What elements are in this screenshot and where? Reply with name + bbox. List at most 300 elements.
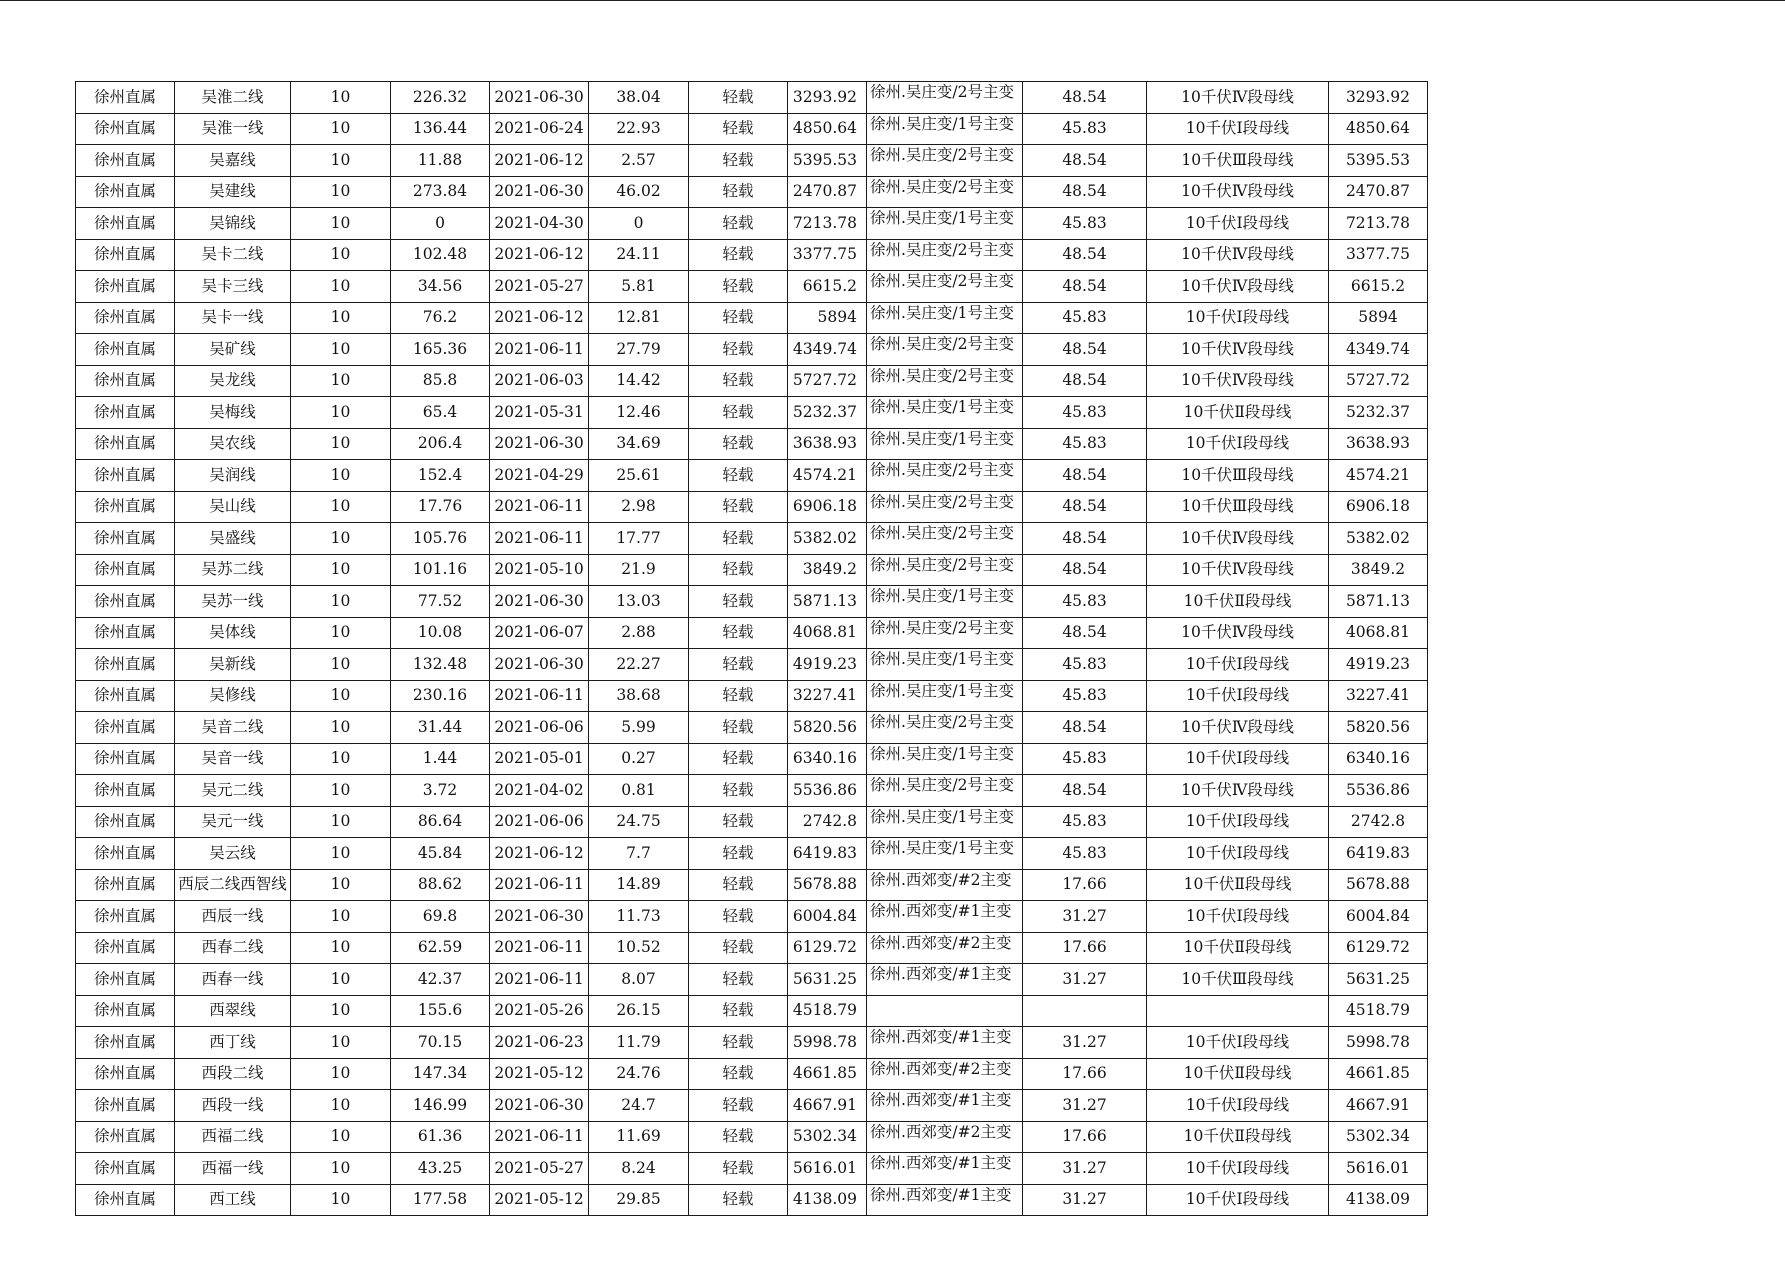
cell-busbar: 10千伏Ⅰ段母线	[1147, 1153, 1329, 1185]
cell-line: 吴新线	[175, 649, 291, 681]
cell-value-d: 48.54	[1023, 239, 1147, 271]
cell-substation: 徐州.吴庄变/2号主变	[867, 334, 1023, 366]
cell-date: 2021-06-30	[490, 82, 589, 114]
cell-value-a: 11.88	[391, 145, 490, 177]
cell-substation: 徐州.吴庄变/1号主变	[867, 302, 1023, 334]
cell-value-e: 3293.92	[1329, 82, 1428, 114]
cell-unit: 徐州直属	[76, 680, 175, 712]
cell-value-c: 4661.85	[788, 1058, 867, 1090]
cell-substation: 徐州.西郊变/#1主变	[867, 1184, 1023, 1216]
cell-date: 2021-06-07	[490, 617, 589, 649]
cell-voltage: 10	[291, 460, 391, 492]
cell-value-b: 24.7	[589, 1090, 689, 1122]
cell-voltage: 10	[291, 113, 391, 145]
cell-unit: 徐州直属	[76, 460, 175, 492]
cell-value-b: 24.11	[589, 239, 689, 271]
cell-voltage: 10	[291, 491, 391, 523]
cell-date: 2021-06-30	[490, 586, 589, 618]
cell-line: 西段二线	[175, 1058, 291, 1090]
table-row	[76, 901, 1428, 933]
cell-value-c: 5820.56	[788, 712, 867, 744]
cell-value-b: 2.88	[589, 617, 689, 649]
cell-value-c: 5395.53	[788, 145, 867, 177]
cell-line: 西翠线	[175, 995, 291, 1027]
table-row	[76, 145, 1428, 177]
cell-status: 轻载	[689, 113, 788, 145]
cell-date: 2021-06-11	[490, 334, 589, 366]
cell-busbar: 10千伏Ⅲ段母线	[1147, 145, 1329, 177]
cell-line: 吴盛线	[175, 523, 291, 555]
cell-value-b: 29.85	[589, 1184, 689, 1216]
cell-value-a: 226.32	[391, 82, 490, 114]
cell-date: 2021-05-27	[490, 1153, 589, 1185]
cell-date: 2021-06-11	[490, 932, 589, 964]
cell-value-e: 4138.09	[1329, 1184, 1428, 1216]
cell-substation: 徐州.吴庄变/2号主变	[867, 176, 1023, 208]
table-row	[76, 82, 1428, 114]
cell-value-d: 31.27	[1023, 1153, 1147, 1185]
cell-voltage: 10	[291, 334, 391, 366]
cell-substation: 徐州.吴庄变/2号主变	[867, 523, 1023, 555]
cell-value-d: 48.54	[1023, 82, 1147, 114]
cell-value-a: 34.56	[391, 271, 490, 303]
cell-value-d: 31.27	[1023, 1184, 1147, 1216]
table-row	[76, 1027, 1428, 1059]
cell-line: 西春一线	[175, 964, 291, 996]
cell-busbar: 10千伏Ⅳ段母线	[1147, 82, 1329, 114]
cell-busbar: 10千伏Ⅰ段母线	[1147, 680, 1329, 712]
cell-value-c: 4850.64	[788, 113, 867, 145]
cell-value-c: 5232.37	[788, 397, 867, 429]
table-row	[76, 838, 1428, 870]
table-row	[76, 271, 1428, 303]
cell-value-b: 8.07	[589, 964, 689, 996]
cell-value-d: 48.54	[1023, 523, 1147, 555]
cell-unit: 徐州直属	[76, 649, 175, 681]
cell-busbar: 10千伏Ⅲ段母线	[1147, 964, 1329, 996]
cell-unit: 徐州直属	[76, 239, 175, 271]
cell-date: 2021-05-31	[490, 397, 589, 429]
cell-date: 2021-05-27	[490, 271, 589, 303]
cell-busbar: 10千伏Ⅱ段母线	[1147, 397, 1329, 429]
cell-busbar: 10千伏Ⅱ段母线	[1147, 1058, 1329, 1090]
cell-value-c: 3293.92	[788, 82, 867, 114]
cell-date: 2021-06-30	[490, 176, 589, 208]
cell-voltage: 10	[291, 869, 391, 901]
cell-date: 2021-06-11	[490, 869, 589, 901]
cell-value-a: 105.76	[391, 523, 490, 555]
cell-value-c: 3638.93	[788, 428, 867, 460]
cell-value-b: 38.04	[589, 82, 689, 114]
cell-line: 西丁线	[175, 1027, 291, 1059]
cell-status: 轻载	[689, 1058, 788, 1090]
table-row	[76, 554, 1428, 586]
cell-status: 轻载	[689, 491, 788, 523]
cell-busbar	[1147, 995, 1329, 1027]
cell-value-a: 132.48	[391, 649, 490, 681]
table-row	[76, 1153, 1428, 1185]
cell-value-a: 42.37	[391, 964, 490, 996]
cell-date: 2021-06-03	[490, 365, 589, 397]
cell-unit: 徐州直属	[76, 617, 175, 649]
page-top-rule	[0, 0, 1785, 1]
cell-value-b: 5.99	[589, 712, 689, 744]
cell-value-e: 4661.85	[1329, 1058, 1428, 1090]
cell-line: 吴苏二线	[175, 554, 291, 586]
table-row	[76, 460, 1428, 492]
cell-line: 吴山线	[175, 491, 291, 523]
cell-value-a: 43.25	[391, 1153, 490, 1185]
cell-substation: 徐州.西郊变/#1主变	[867, 1027, 1023, 1059]
cell-value-d: 48.54	[1023, 145, 1147, 177]
table-row	[76, 239, 1428, 271]
cell-value-a: 62.59	[391, 932, 490, 964]
cell-value-d: 45.83	[1023, 743, 1147, 775]
cell-value-c: 3227.41	[788, 680, 867, 712]
cell-date: 2021-05-26	[490, 995, 589, 1027]
cell-value-d: 48.54	[1023, 334, 1147, 366]
cell-status: 轻载	[689, 1027, 788, 1059]
cell-date: 2021-05-01	[490, 743, 589, 775]
cell-unit: 徐州直属	[76, 1184, 175, 1216]
cell-status: 轻载	[689, 208, 788, 240]
table-row	[76, 1184, 1428, 1216]
cell-value-b: 14.42	[589, 365, 689, 397]
cell-busbar: 10千伏Ⅱ段母线	[1147, 1121, 1329, 1153]
cell-voltage: 10	[291, 743, 391, 775]
cell-value-b: 2.57	[589, 145, 689, 177]
cell-substation: 徐州.吴庄变/1号主变	[867, 680, 1023, 712]
cell-busbar: 10千伏Ⅰ段母线	[1147, 1184, 1329, 1216]
cell-value-e: 3227.41	[1329, 680, 1428, 712]
cell-voltage: 10	[291, 208, 391, 240]
cell-value-e: 3849.2	[1329, 554, 1428, 586]
cell-value-e: 5678.88	[1329, 869, 1428, 901]
cell-voltage: 10	[291, 649, 391, 681]
table-row	[76, 1058, 1428, 1090]
table-row	[76, 1090, 1428, 1122]
cell-busbar: 10千伏Ⅳ段母线	[1147, 712, 1329, 744]
cell-substation: 徐州.西郊变/#1主变	[867, 964, 1023, 996]
cell-value-d: 31.27	[1023, 1090, 1147, 1122]
cell-value-d: 45.83	[1023, 649, 1147, 681]
cell-line: 吴锦线	[175, 208, 291, 240]
cell-line: 西工线	[175, 1184, 291, 1216]
cell-value-d: 45.83	[1023, 397, 1147, 429]
cell-status: 轻载	[689, 1184, 788, 1216]
cell-line: 吴修线	[175, 680, 291, 712]
cell-value-a: 10.08	[391, 617, 490, 649]
cell-value-e: 6906.18	[1329, 491, 1428, 523]
cell-substation: 徐州.吴庄变/2号主变	[867, 82, 1023, 114]
cell-voltage: 10	[291, 617, 391, 649]
cell-value-a: 76.2	[391, 302, 490, 334]
cell-value-e: 5536.86	[1329, 775, 1428, 807]
cell-date: 2021-06-30	[490, 901, 589, 933]
cell-value-e: 5894	[1329, 302, 1428, 334]
cell-value-a: 61.36	[391, 1121, 490, 1153]
cell-status: 轻载	[689, 932, 788, 964]
cell-busbar: 10千伏Ⅰ段母线	[1147, 743, 1329, 775]
cell-unit: 徐州直属	[76, 523, 175, 555]
cell-value-a: 273.84	[391, 176, 490, 208]
cell-busbar: 10千伏Ⅳ段母线	[1147, 523, 1329, 555]
cell-line: 西段一线	[175, 1090, 291, 1122]
cell-value-d: 48.54	[1023, 712, 1147, 744]
cell-unit: 徐州直属	[76, 176, 175, 208]
cell-unit: 徐州直属	[76, 554, 175, 586]
cell-substation: 徐州.吴庄变/1号主变	[867, 208, 1023, 240]
cell-voltage: 10	[291, 775, 391, 807]
cell-value-a: 165.36	[391, 334, 490, 366]
cell-line: 吴建线	[175, 176, 291, 208]
cell-voltage: 10	[291, 428, 391, 460]
cell-line: 吴嘉线	[175, 145, 291, 177]
cell-date: 2021-06-06	[490, 712, 589, 744]
cell-value-e: 5998.78	[1329, 1027, 1428, 1059]
cell-unit: 徐州直属	[76, 271, 175, 303]
cell-value-a: 77.52	[391, 586, 490, 618]
cell-value-d: 31.27	[1023, 964, 1147, 996]
cell-value-e: 4850.64	[1329, 113, 1428, 145]
cell-busbar: 10千伏Ⅱ段母线	[1147, 586, 1329, 618]
cell-date: 2021-05-10	[490, 554, 589, 586]
table-row	[76, 617, 1428, 649]
cell-date: 2021-04-29	[490, 460, 589, 492]
cell-substation: 徐州.吴庄变/1号主变	[867, 397, 1023, 429]
cell-value-b: 46.02	[589, 176, 689, 208]
cell-status: 轻载	[689, 1090, 788, 1122]
cell-status: 轻载	[689, 712, 788, 744]
table-row	[76, 869, 1428, 901]
cell-value-a: 65.4	[391, 397, 490, 429]
cell-unit: 徐州直属	[76, 964, 175, 996]
cell-value-d: 48.54	[1023, 271, 1147, 303]
cell-unit: 徐州直属	[76, 208, 175, 240]
cell-line: 吴卡三线	[175, 271, 291, 303]
cell-value-a: 146.99	[391, 1090, 490, 1122]
cell-substation: 徐州.吴庄变/2号主变	[867, 145, 1023, 177]
cell-status: 轻载	[689, 869, 788, 901]
cell-value-a: 31.44	[391, 712, 490, 744]
cell-value-c: 5678.88	[788, 869, 867, 901]
cell-value-e: 4068.81	[1329, 617, 1428, 649]
cell-value-e: 5232.37	[1329, 397, 1428, 429]
cell-voltage: 10	[291, 680, 391, 712]
cell-value-b: 22.93	[589, 113, 689, 145]
cell-substation: 徐州.吴庄变/1号主变	[867, 428, 1023, 460]
cell-voltage: 10	[291, 1058, 391, 1090]
cell-value-d	[1023, 995, 1147, 1027]
cell-value-b: 25.61	[589, 460, 689, 492]
cell-value-c: 3377.75	[788, 239, 867, 271]
cell-substation: 徐州.西郊变/#1主变	[867, 1153, 1023, 1185]
cell-voltage: 10	[291, 901, 391, 933]
cell-voltage: 10	[291, 712, 391, 744]
cell-substation: 徐州.吴庄变/1号主变	[867, 649, 1023, 681]
cell-value-c: 2470.87	[788, 176, 867, 208]
cell-voltage: 10	[291, 932, 391, 964]
cell-unit: 徐州直属	[76, 1058, 175, 1090]
cell-voltage: 10	[291, 365, 391, 397]
cell-unit: 徐州直属	[76, 302, 175, 334]
cell-busbar: 10千伏Ⅲ段母线	[1147, 491, 1329, 523]
cell-value-b: 0	[589, 208, 689, 240]
cell-value-a: 147.34	[391, 1058, 490, 1090]
cell-value-b: 8.24	[589, 1153, 689, 1185]
table-row	[76, 334, 1428, 366]
cell-status: 轻载	[689, 1153, 788, 1185]
cell-value-b: 7.7	[589, 838, 689, 870]
cell-value-e: 5382.02	[1329, 523, 1428, 555]
cell-value-c: 5302.34	[788, 1121, 867, 1153]
cell-busbar: 10千伏Ⅰ段母线	[1147, 302, 1329, 334]
cell-status: 轻载	[689, 806, 788, 838]
table-row	[76, 428, 1428, 460]
cell-date: 2021-06-30	[490, 649, 589, 681]
cell-value-d: 45.83	[1023, 680, 1147, 712]
cell-line: 吴润线	[175, 460, 291, 492]
cell-unit: 徐州直属	[76, 1027, 175, 1059]
cell-substation: 徐州.吴庄变/2号主变	[867, 712, 1023, 744]
cell-substation: 徐州.吴庄变/2号主变	[867, 460, 1023, 492]
cell-date: 2021-05-12	[490, 1184, 589, 1216]
cell-line: 吴苏一线	[175, 586, 291, 618]
cell-busbar: 10千伏Ⅲ段母线	[1147, 460, 1329, 492]
cell-value-d: 48.54	[1023, 554, 1147, 586]
cell-line: 吴矿线	[175, 334, 291, 366]
cell-busbar: 10千伏Ⅳ段母线	[1147, 365, 1329, 397]
cell-status: 轻载	[689, 82, 788, 114]
cell-value-d: 45.83	[1023, 586, 1147, 618]
cell-value-d: 48.54	[1023, 460, 1147, 492]
cell-unit: 徐州直属	[76, 586, 175, 618]
cell-unit: 徐州直属	[76, 838, 175, 870]
cell-value-e: 5820.56	[1329, 712, 1428, 744]
cell-value-c: 5998.78	[788, 1027, 867, 1059]
table-row	[76, 995, 1428, 1027]
cell-value-a: 0	[391, 208, 490, 240]
cell-voltage: 10	[291, 239, 391, 271]
cell-value-c: 4518.79	[788, 995, 867, 1027]
cell-voltage: 10	[291, 82, 391, 114]
cell-unit: 徐州直属	[76, 806, 175, 838]
cell-value-a: 69.8	[391, 901, 490, 933]
table-row	[76, 365, 1428, 397]
cell-date: 2021-06-11	[490, 1121, 589, 1153]
cell-unit: 徐州直属	[76, 869, 175, 901]
cell-date: 2021-06-24	[490, 113, 589, 145]
cell-value-c: 4574.21	[788, 460, 867, 492]
cell-busbar: 10千伏Ⅱ段母线	[1147, 932, 1329, 964]
cell-value-c: 7213.78	[788, 208, 867, 240]
cell-status: 轻载	[689, 554, 788, 586]
cell-busbar: 10千伏Ⅳ段母线	[1147, 554, 1329, 586]
cell-date: 2021-04-02	[490, 775, 589, 807]
cell-unit: 徐州直属	[76, 365, 175, 397]
cell-date: 2021-06-11	[490, 491, 589, 523]
table-row	[76, 743, 1428, 775]
cell-unit: 徐州直属	[76, 901, 175, 933]
cell-substation: 徐州.吴庄变/1号主变	[867, 806, 1023, 838]
cell-busbar: 10千伏Ⅳ段母线	[1147, 334, 1329, 366]
table-row	[76, 397, 1428, 429]
cell-unit: 徐州直属	[76, 82, 175, 114]
cell-value-c: 5631.25	[788, 964, 867, 996]
table-row	[76, 806, 1428, 838]
cell-busbar: 10千伏Ⅳ段母线	[1147, 271, 1329, 303]
cell-value-e: 6340.16	[1329, 743, 1428, 775]
cell-value-b: 11.69	[589, 1121, 689, 1153]
cell-line: 吴淮一线	[175, 113, 291, 145]
cell-unit: 徐州直属	[76, 145, 175, 177]
cell-substation: 徐州.西郊变/#1主变	[867, 901, 1023, 933]
cell-status: 轻载	[689, 743, 788, 775]
cell-value-d: 31.27	[1023, 901, 1147, 933]
cell-line: 吴体线	[175, 617, 291, 649]
cell-value-b: 11.79	[589, 1027, 689, 1059]
cell-status: 轻载	[689, 617, 788, 649]
cell-substation: 徐州.吴庄变/1号主变	[867, 838, 1023, 870]
cell-value-b: 24.76	[589, 1058, 689, 1090]
cell-value-b: 13.03	[589, 586, 689, 618]
cell-status: 轻载	[689, 239, 788, 271]
cell-value-b: 10.52	[589, 932, 689, 964]
table-row	[76, 712, 1428, 744]
cell-status: 轻载	[689, 1121, 788, 1153]
cell-busbar: 10千伏Ⅰ段母线	[1147, 838, 1329, 870]
cell-voltage: 10	[291, 397, 391, 429]
cell-busbar: 10千伏Ⅰ段母线	[1147, 649, 1329, 681]
table-row	[76, 680, 1428, 712]
cell-value-c: 5894	[788, 302, 867, 334]
cell-substation: 徐州.吴庄变/2号主变	[867, 239, 1023, 271]
cell-line: 吴音一线	[175, 743, 291, 775]
cell-value-d: 45.83	[1023, 302, 1147, 334]
cell-value-d: 48.54	[1023, 775, 1147, 807]
cell-substation: 徐州.吴庄变/1号主变	[867, 113, 1023, 145]
cell-voltage: 10	[291, 554, 391, 586]
cell-value-e: 4349.74	[1329, 334, 1428, 366]
cell-value-b: 14.89	[589, 869, 689, 901]
cell-status: 轻载	[689, 428, 788, 460]
cell-value-d: 48.54	[1023, 617, 1147, 649]
feeder-load-table	[75, 81, 1428, 1216]
cell-status: 轻载	[689, 995, 788, 1027]
cell-voltage: 10	[291, 806, 391, 838]
cell-substation: 徐州.吴庄变/2号主变	[867, 617, 1023, 649]
cell-value-a: 88.62	[391, 869, 490, 901]
table-row	[76, 523, 1428, 555]
cell-value-a: 45.84	[391, 838, 490, 870]
cell-date: 2021-06-23	[490, 1027, 589, 1059]
cell-substation: 徐州.西郊变/#2主变	[867, 869, 1023, 901]
cell-value-a: 152.4	[391, 460, 490, 492]
cell-substation: 徐州.吴庄变/2号主变	[867, 365, 1023, 397]
cell-voltage: 10	[291, 586, 391, 618]
cell-voltage: 10	[291, 1027, 391, 1059]
table-row	[76, 649, 1428, 681]
cell-value-d: 17.66	[1023, 1121, 1147, 1153]
cell-value-d: 17.66	[1023, 1058, 1147, 1090]
cell-voltage: 10	[291, 995, 391, 1027]
cell-line: 西春二线	[175, 932, 291, 964]
cell-voltage: 10	[291, 1121, 391, 1153]
cell-line: 吴云线	[175, 838, 291, 870]
cell-unit: 徐州直属	[76, 397, 175, 429]
cell-busbar: 10千伏Ⅰ段母线	[1147, 428, 1329, 460]
cell-value-a: 70.15	[391, 1027, 490, 1059]
